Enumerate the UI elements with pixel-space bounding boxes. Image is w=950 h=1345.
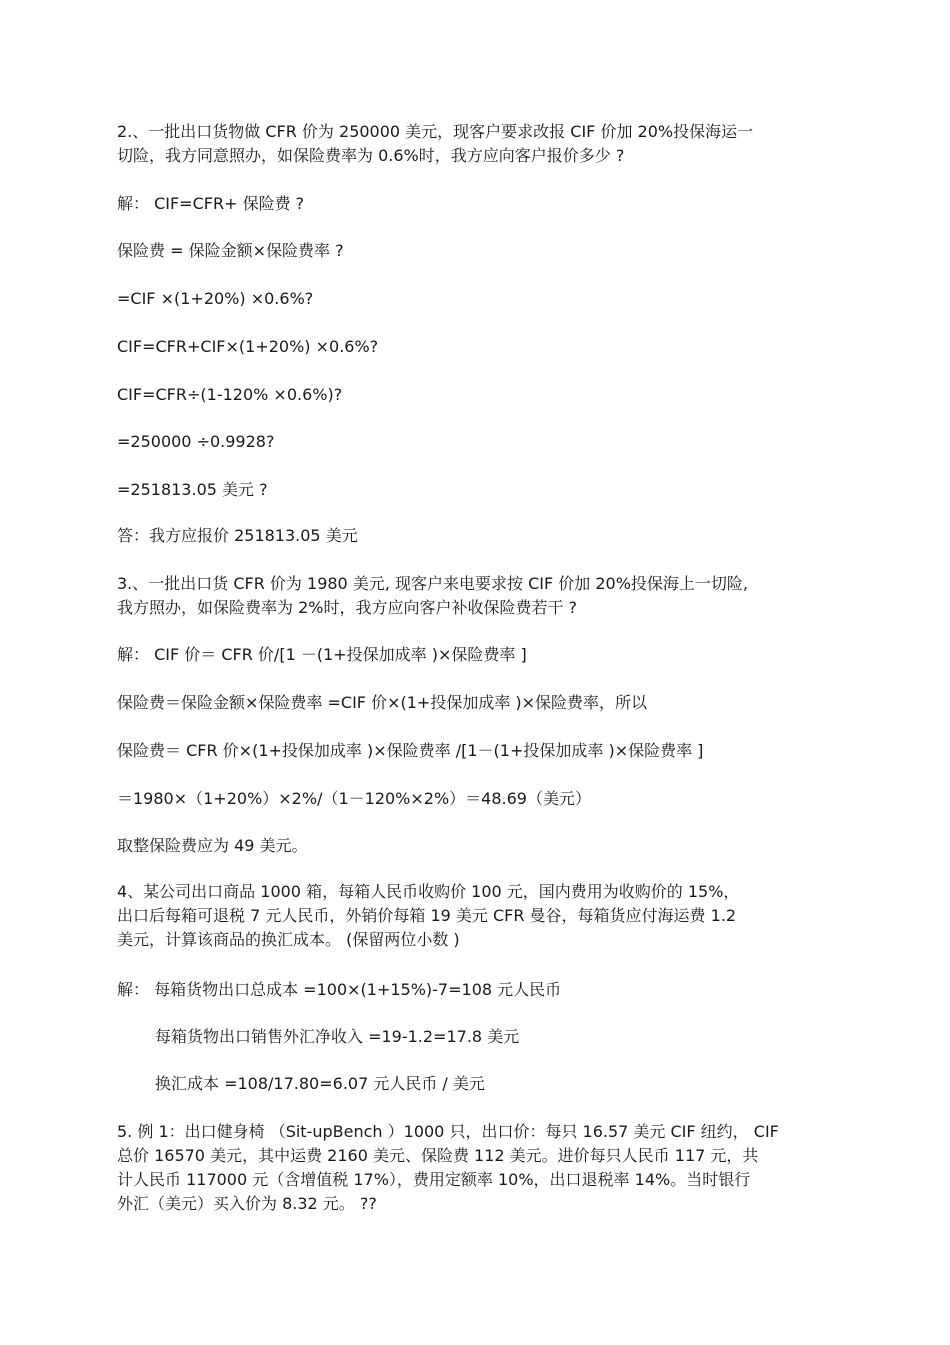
q3-step-3: 保险费＝ CFR 价×(1+投保加成率 )×保险费率 /[1－(1+投保加成率 )×保险费率 ] — [117, 741, 704, 760]
question-3 — [117, 572, 748, 620]
q2-step-2: 保险费 = 保险金额×保险费率 ? — [117, 241, 344, 260]
q3-step-2: 保险费＝保险金额×保险费率 =CIF 价×(1+投保加成率 )×保险费率，所以 — [117, 693, 648, 712]
q4-step-3: 换汇成本 =108/17.80=6.07 元人民币 / 美元 — [155, 1074, 485, 1093]
question-5-line-2: 总价 16570 美元，其中运费 2160 美元、保险费 112 美元。进价每只人民币 117 元，共 — [117, 1146, 759, 1165]
question-4-line-2: 出口后每箱可退税 7 元人民币，外销价每箱 19 美元 CFR 曼谷，每箱货应付海运费 1.2 — [117, 906, 737, 925]
q3-step-5: 取整保险费应为 49 美元。 — [117, 836, 308, 855]
question-2 — [117, 120, 753, 168]
q2-answer: 答：我方应报价 251813.05 美元 — [117, 526, 358, 545]
q2-step-3: =CIF ×(1+20%) ×0.6%? — [117, 289, 314, 308]
q2-step-6: =250000 ÷0.9928? — [117, 432, 275, 451]
q2-step-1: 解： CIF=CFR+ 保险费 ? — [117, 194, 305, 213]
question-4-line-3: 美元，计算该商品的换汇成本。 (保留两位小数 ) — [117, 930, 460, 949]
question-2-line-2: 切险，我方同意照办，如保险费率为 0.6%时，我方应向客户报价多少 ? — [117, 146, 625, 165]
question-5-line-1: 5. 例 1：出口健身椅 （Sit-upBench ）1000 只，出口价：每只 16.57 美元 CIF 纽约， CIF — [117, 1122, 779, 1141]
q3-step-1: 解： CIF 价＝ CFR 价/[1 －(1+投保加成率 )×保险费率 ] — [117, 645, 527, 664]
q4-step-2: 每箱货物出口销售外汇净收入 =19-1.2=17.8 美元 — [155, 1027, 520, 1046]
question-5 — [117, 1120, 779, 1216]
question-2-line-1: 2.、一批出口货物做 CFR 价为 250000 美元，现客户要求改报 CIF 价加 20%投保海运一 — [117, 122, 754, 141]
question-4-line-1: 4、某公司出口商品 1000 箱，每箱人民币收购价 100 元，国内费用为收购价的 15%， — [117, 882, 740, 901]
q4-step-1: 解： 每箱货物出口总成本 =100×(1+15%)-7=108 元人民币 — [117, 980, 562, 999]
q2-step-4: CIF=CFR+CIF×(1+20%) ×0.6%? — [117, 337, 379, 356]
q3-step-4: ＝1980×（1+20%）×2%/（1－120%×2%）＝48.69（美元） — [117, 789, 591, 808]
question-3-line-1: 3.、一批出口货 CFR 价为 1980 美元, 现客户来电要求按 CIF 价加 20%投保海上一切险, — [117, 574, 748, 593]
question-5-line-3: 计人民币 117000 元（含增值税 17%），费用定额率 10%，出口退税率 14%。当时银行 — [117, 1170, 751, 1189]
q2-step-7: =251813.05 美元 ? — [117, 480, 268, 499]
q2-step-5: CIF=CFR÷(1-120% ×0.6%)? — [117, 385, 343, 404]
question-3-line-2: 我方照办，如保险费率为 2%时，我方应向客户补收保险费若干 ? — [117, 598, 578, 617]
question-4 — [117, 880, 739, 952]
question-5-line-4: 外汇（美元）买入价为 8.32 元。 ?? — [117, 1194, 377, 1213]
